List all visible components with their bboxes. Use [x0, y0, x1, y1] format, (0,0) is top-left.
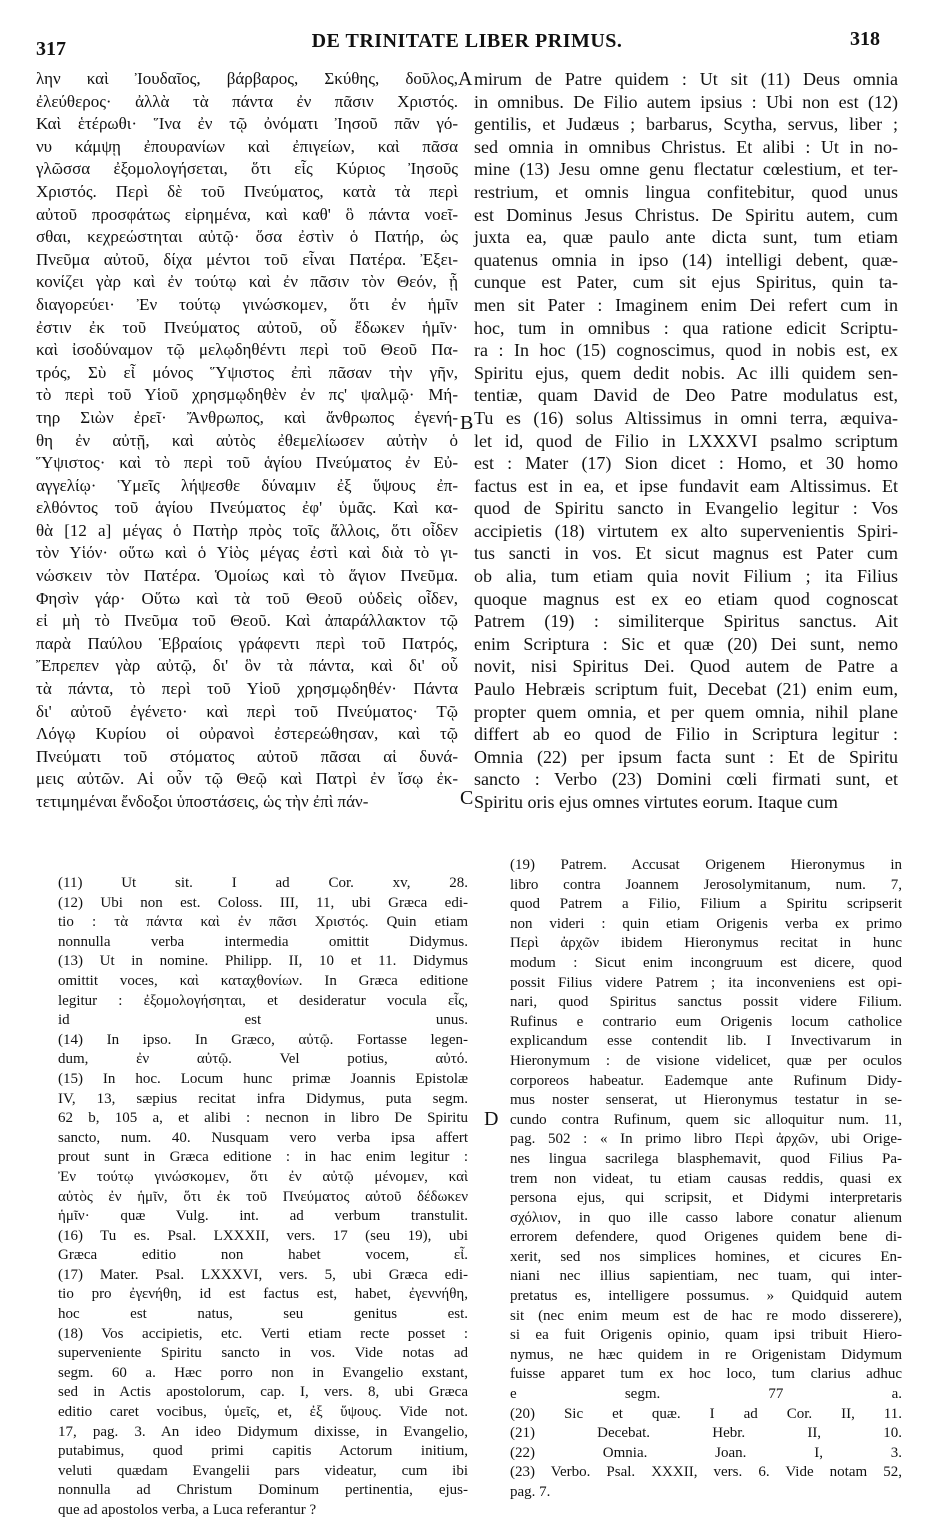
- footnote-line: modum : Sicut enim incongruum est dicere, quod: [510, 954, 902, 971]
- footnotes-left: [58, 874, 468, 1518]
- text-line: διαγορεύει· Ἐν τούτῳ γινώσκομεν, ὅτι ἐν ἡμῖν: [36, 294, 458, 314]
- footnote-line: si ea fuit Origenis opinio, quam ipsi tribuit Hiero-: [510, 1327, 902, 1344]
- footnote-line: αὐτὸς ἐν ἡμῖν, ὅτι ἐκ τοῦ Πνεύματος αὐτοῦ δέδωκεν: [58, 1188, 468, 1205]
- footnote-line: nonnulla ad Christum Dominum pertinentia, ejus-: [58, 1482, 468, 1499]
- footnote-line: id est unus.: [58, 1012, 468, 1029]
- text-line: men sit Pater : Imaginem enim Dei refert cum in: [474, 294, 898, 315]
- text-line: Καὶ ἑτέρωθι· Ἵνα ἐν τῷ ὀνόματι Ἰησοῦ πᾶν γό-: [36, 114, 458, 134]
- text-line: Πνεῦμα αὐτοῦ, δίχα μέντοι τοῦ εἶναι Πατέρα. Ἐξει-: [36, 249, 458, 269]
- text-line: τετιμημέναι ἔνδοξοι ὑποστάσεις, ὡς τὴν ἐπὶ πάν-: [36, 792, 369, 811]
- footnote-line: (23) Verbo. Psal. XXXII, vers. 6. Vide notam 52,: [510, 1464, 902, 1481]
- text-line: propter quem omnia, et per quem omnia, nihil plane: [474, 701, 898, 722]
- footnote-line: nymus, ne hæc quidem in re Origenistam Didymum: [510, 1346, 902, 1363]
- text-line: δι' αὐτοῦ ἐγένετο· καὶ περὶ τοῦ Πνεύματος· Τῷ: [36, 701, 458, 721]
- text-line: novit, nisi Spiritus Dei. Quod autem de Patre a: [474, 656, 898, 677]
- text-line: quod de Spiritu sancto in Evangelio legitur : Vos: [474, 498, 898, 519]
- footnote-line: (20) Sic et quæ. I ad Cor. II, 11.: [510, 1405, 902, 1422]
- text-line: tus sancti in vos. Et sicut magnus est Pater cum: [474, 543, 898, 564]
- footnote-line: mus noster senserat, ut Hieronymus testatur in se-: [510, 1092, 902, 1109]
- footnote-line: Hieronymum : de visione videlicet, quæ per oculos: [510, 1052, 902, 1069]
- footnote-line: pretatus es, intelligere possumus. » Quidquid autem: [510, 1288, 902, 1305]
- footnote-line: Περὶ ἀρχῶν ibidem Hieronymus recitat in hunc: [510, 935, 902, 952]
- text-line: cunque est Pater, cum sit ejus Spiritus, quin ta-: [474, 272, 898, 293]
- text-line: est : Mater (17) Sion dicet : Homo, et 30 homo: [474, 453, 898, 474]
- footnote-line: nes lingua sacrilega blasphemavit, quod Filius Pa-: [510, 1150, 902, 1167]
- footnote-line: 17, pag. 3. An ideo Didymum dixisse, in Evangelio,: [58, 1423, 468, 1440]
- footnote-line: libro contra Joannem Jerosolymitanum, num. 7,: [510, 876, 902, 893]
- text-line: Ὕψιστος· καὶ τὸ περὶ τοῦ ἁγίου Πνεύματος ἐν Εὐ-: [36, 453, 458, 473]
- footnote-line: σχόλιον, in quo ille casso labore conatur alienum: [510, 1209, 902, 1226]
- margin-marker-b: B: [460, 412, 474, 434]
- text-line: enim Scriptura : Sic et quæ (20) Dei sunt, nemo: [474, 633, 898, 654]
- footnote-line: hoc est natus, seu genitus est.: [58, 1306, 468, 1323]
- footnote-line: (12) Ubi non est. Coloss. III, 11, ubi Græca edi-: [58, 894, 468, 911]
- footnote-line: (16) Tu es. Psal. LXXXII, vers. 17 (seu 19), ubi: [58, 1227, 468, 1244]
- text-line: Paulo Hebræis scriptum fuit, Decebat (21) enim eum,: [474, 679, 898, 700]
- footnote-line: xerit, sed nos simplices homines, et cicures En-: [510, 1248, 902, 1265]
- text-line: θη ἐν αὐτῇ, καὶ αὐτὸς ἐθεμελίωσεν αὐτὴν ὁ: [36, 430, 458, 450]
- text-line: gentilis, et Judæus ; barbarus, Scytha, servus, liber ;: [474, 114, 898, 135]
- footnote-line: nari, quod Spiritus sanctus possit videre Filium.: [510, 994, 902, 1011]
- footnote-line: sed in Actis apostolorum, cap. I, vers. 8, ubi Græca: [58, 1384, 468, 1401]
- footnote-line: (14) In ipso. In Græco, αὐτῷ. Fortasse legen-: [58, 1031, 468, 1048]
- footnote-line: (15) In hoc. Locum hunc primæ Joannis Epistolæ: [58, 1070, 468, 1087]
- text-line: Ἔπρεπεν γὰρ αὐτῷ, δι' ὃν τὰ πάντα, καὶ δι' οὗ: [36, 656, 458, 676]
- text-line: αγγελίῳ· Ὑμεῖς λήψεσθε δύναμιν ἐξ ὕψους ἐπ-: [36, 475, 458, 495]
- text-line: μεις αὐτῶν. Αἱ οὖν τῷ Θεῷ καὶ Πατρὶ ἐν ἴσῳ ἐκ-: [36, 769, 458, 789]
- footnote-line: quod Patrem a Filio, Filium a Spiritu scripserit: [510, 896, 902, 913]
- margin-marker-d: D: [484, 1108, 499, 1130]
- footnote-line: (22) Omnia. Joan. I, 3.: [510, 1444, 902, 1461]
- text-line: accipietis (18) virtutem ex alto supervenientis Spiri-: [474, 520, 898, 541]
- footnote-line: 62 b, 105 a, et alibi : necnon in libro De Spiritu: [58, 1110, 468, 1127]
- margin-marker-c: C: [460, 787, 474, 809]
- footnote-line: non videri : quin etiam Origenis verba ex primo: [510, 915, 902, 932]
- page-number-right: 318: [850, 28, 880, 50]
- text-line: quatenus omnia in ipso (14) intelligi debent, quæ-: [474, 249, 898, 270]
- text-line: παρὰ Παύλου Ἑβραίοις γράφεντι περὶ τοῦ Πατρός,: [36, 633, 458, 653]
- text-line: τρός, Σὺ εἶ μόνος Ὕψιστος ἐπὶ πᾶσαν τὴν γῆν,: [36, 362, 458, 382]
- text-line: juxta ea, quæ paulo ante dicta sunt, tum etiam: [474, 227, 898, 248]
- text-line: restrium, et omnis lingua confitebitur, quod unus: [474, 181, 898, 202]
- text-line: Λόγῳ Κυρίου οἱ οὐρανοὶ ἐστερεώθησαν, καὶ τῷ: [36, 724, 458, 744]
- margin-marker-a: A: [458, 68, 473, 90]
- text-line: Χριστός. Περὶ δὲ τοῦ Πνεύματος, κατὰ τὰ περὶ: [36, 181, 458, 201]
- footnote-line: que ad apostolos verba, a Luca referantur ?: [58, 1502, 317, 1518]
- footnote-line: (18) Vos accipietis, etc. Verti etiam recte posset :: [58, 1325, 468, 1342]
- footnote-line: tio pro ἐγενήθη, id est factus est, habet, ἐγεννήθη,: [58, 1286, 468, 1303]
- footnote-line: (19) Patrem. Accusat Origenem Hieronymus in: [510, 857, 902, 873]
- footnotes-right: [510, 856, 902, 1500]
- footnote-line: pag. 7.: [510, 1484, 551, 1500]
- footnote-line: persona ejus, qui scripsit, et Didymi interpretaris: [510, 1190, 902, 1207]
- text-line: νυ κάμψῃ ἐπουρανίων καὶ ἐπιγείων, καὶ πᾶσα: [36, 136, 458, 156]
- latin-text-column: [474, 68, 898, 868]
- text-line: sancto : Verbo (23) Domini cœli firmati sunt, et: [474, 769, 898, 790]
- footnote-line: segm. 60 a. Hæc porro non in Evangelio exstant,: [58, 1364, 468, 1381]
- text-line: τηρ Σιὼν ἐρεῖ· Ἄνθρωπος, καὶ ἄνθρωπος ἐγενή-: [36, 407, 458, 427]
- footnote-line: legitur : ἐξομολογήσηται, et desideratur vocula εἷς,: [58, 992, 468, 1009]
- footnote-line: sancto, num. 40. Nusquam vero verba ipsa affert: [58, 1129, 468, 1146]
- text-line: Patrem (19) : similiterque Spiritus sanctus. Ait: [474, 611, 898, 632]
- running-title: DE TRINITATE LIBER PRIMUS.: [311, 30, 623, 52]
- footnote-line: IV, 13, sæpius recitat infra Didymus, puta segm.: [58, 1090, 468, 1107]
- footnote-line: editio caret vocibus, ὑμεῖς, et, ἐξ ὕψους. Vide not.: [58, 1404, 468, 1421]
- text-line: ἐστιν ἐκ τοῦ Πνεύματος αὐτοῦ, οὗ ἔδωκεν ἡμῖν·: [36, 317, 458, 337]
- footnote-line: pag. 502 : « In primo libro Περὶ ἀρχῶν, ubi Orige-: [510, 1131, 902, 1148]
- text-line: Tu es (16) solus Altissimus in omni terra, æquiva-: [474, 407, 898, 428]
- text-line: factus est in ea, et ipse fundavit eam Altissimus. Et: [474, 475, 898, 496]
- footnote-line: corporeos habeatur. Eademque ante Rufinum Didy-: [510, 1072, 902, 1089]
- text-line: καὶ ἰσοδύναμον τῷ μελῳδηθέντι περὶ τοῦ Θεοῦ Πα-: [36, 340, 458, 360]
- text-line: νώσκειν τὸν Πατέρα. Ὁμοίως καὶ τὸ ἅγιον Πνεῦμα.: [36, 566, 458, 586]
- page-number-left: 317: [36, 38, 66, 60]
- footnote-line: (13) Ut in nomine. Philipp. II, 10 et 11. Didymus: [58, 953, 468, 970]
- footnote-line: Græca editio non habet vocem, εἶ.: [58, 1247, 468, 1264]
- footnote-line: possit Filius videre Patrem ; ita inconveniens est opi-: [510, 974, 902, 991]
- footnote-line: ἡμῖν· quæ Vulg. int. ad verbum transtulit.: [58, 1208, 468, 1225]
- footnote-line: nonnulla verba intermedia omittit Didymus.: [58, 933, 468, 950]
- text-line: mine (13) Jesu omne genu flectatur cœlestium, et ter-: [474, 159, 898, 180]
- footnote-line: dum, ἐν αὐτῷ. Vel potius, αὐτό.: [58, 1051, 468, 1068]
- text-line: τὰ πάντα, τὸ περὶ τοῦ Υἱοῦ χρησμῳδηθέν· Πάντα: [36, 679, 458, 699]
- footnote-line: veluti quædam Evangelii pars videatur, cum ibi: [58, 1462, 468, 1479]
- text-line: sed omnia in omnibus Christus. Et alibi : Ut in no-: [474, 136, 898, 157]
- footnote-line: omittit voces, καὶ καταχθονίων. In Græca editione: [58, 972, 468, 989]
- text-line: ἐλεύθερος· ἀλλὰ τὰ πάντα ἐν πᾶσιν Χριστός.: [36, 91, 458, 111]
- footnote-line: Ἐν τούτῳ γινώσκομεν, ὅτι ἐν αὐτῷ μένομεν, καὶ: [58, 1168, 468, 1185]
- text-line: θὰ [12 a] μέγας ὁ Πατὴρ πρὸς τοῖς ἄλλοις, ὅτι οἶδεν: [36, 520, 458, 540]
- text-line: let id, quod de Filio in LXXXVI psalmo scriptum: [474, 430, 898, 451]
- text-line: σθαι, κεχρεώστηται αὐτῷ· ὅσα ἐστὶν ὁ Πατήρ, ὡς: [36, 227, 458, 247]
- text-line: ra : In hoc (15) cognoscimus, quod in nobis est, ex: [474, 340, 898, 361]
- text-line: Spiritu oris ejus omnes virtutes eorum. Itaque cum: [474, 792, 838, 812]
- footnote-line: fuisse apparet tum ex hoc loco, tum clarius adhuc: [510, 1366, 902, 1383]
- text-line: Πνεύματι τοῦ στόματος αὐτοῦ πᾶσαι αἱ δυνά-: [36, 746, 458, 766]
- footnote-line: sit (nec enim meum est de hac re modo disserere),: [510, 1307, 902, 1324]
- text-line: in omnibus. De Filio autem ipsius : Ubi non est (12): [474, 91, 898, 112]
- footnote-line: Rufinus e contrario eum Origenis locum catholice: [510, 1013, 902, 1030]
- text-line: Spiritu ejus, quem dedit nobis. Ac illi quidem sen-: [474, 362, 898, 383]
- footnote-line: explicandum esse contendit lib. I Invectivarum in: [510, 1033, 902, 1050]
- text-line: αὐτοῦ προσφάτως εἰρημένα, καὶ καθ' ὃ πάντα νοεῖ-: [36, 204, 458, 224]
- text-line: ob alia, tum etiam quia novit Filium ; ita Filius: [474, 566, 898, 587]
- footnote-line: trem non videat, tu etiam causas reddis, quasi ex: [510, 1170, 902, 1187]
- text-line: Φησὶν γάρ· Οὕτω καὶ τὰ τοῦ Θεοῦ οὐδεὶς οἶδεν,: [36, 588, 458, 608]
- footnote-line: putabimus, quod primi capitis Actorum initium,: [58, 1443, 468, 1460]
- text-line: differt ab eo quod de Filio in Scriptura legitur :: [474, 724, 898, 745]
- text-line: hoc, tum in omnibus : qua ratione edicit Scriptu-: [474, 317, 898, 338]
- footnote-line: cundo contra Rufinum, quem sic alloquitur num. 11,: [510, 1111, 902, 1128]
- text-line: λην καὶ Ἰουδαῖος, βάρβαρος, Σκύθης, δοῦλος,: [36, 69, 458, 88]
- text-line: tentiæ, quam David de Deo Patre modulatus est,: [474, 385, 898, 406]
- footnote-line: superveniente Spiritu sancto in vos. Vide notas ad: [58, 1345, 468, 1362]
- footnote-line: (21) Decebat. Hebr. II, 10.: [510, 1425, 902, 1442]
- footnote-line: e segm. 77 a.: [510, 1386, 902, 1403]
- text-line: τὸν Υἱόν· οὕτω καὶ ὁ Υἱὸς μέγας ἐστὶ καὶ διὰ τὸ γι-: [36, 543, 458, 563]
- text-line: est Dominus Jesus Christus. De Spiritu autem, cum: [474, 204, 898, 225]
- text-line: κονίζει γὰρ καὶ ἐν τούτῳ καὶ ἐν πᾶσιν τὸν Θεόν, ᾗ: [36, 272, 458, 292]
- footnote-line: prout sunt in Græca editione : in hac enim legitur :: [58, 1149, 468, 1166]
- footnote-line: niani nec illius sapientiam, nec tuam, qui inter-: [510, 1268, 902, 1285]
- text-line: mirum de Patre quidem : Ut sit (11) Deus omnia: [474, 69, 898, 89]
- text-line: Omnia (22) per ipsum facta sunt : Et de Spiritu: [474, 746, 898, 767]
- footnote-line: (17) Mater. Psal. LXXXVI, vers. 5, ubi Græca edi-: [58, 1266, 468, 1283]
- greek-text-column: [36, 68, 458, 868]
- text-line: εἰ μὴ τὸ Πνεῦμα τοῦ Θεοῦ. Καὶ ἀπαράλλακτον τῷ: [36, 611, 458, 631]
- footnote-line: tio : τὰ πάντα καὶ ἐν πᾶσι Χριστός. Quin etiam: [58, 914, 468, 931]
- footnote-line: (11) Ut sit. I ad Cor. xv, 28.: [58, 875, 468, 891]
- text-line: ελθόντος τοῦ ἁγίου Πνεύματος ἐφ' ὑμᾶς. Καὶ κα-: [36, 498, 458, 518]
- text-line: quoque magnus est ex eo etiam quod cognoscat: [474, 588, 898, 609]
- text-line: τὸ περὶ τοῦ Υἱοῦ χρησμῳδηθὲν ἐν πς' ψαλμῷ· Μή-: [36, 385, 458, 405]
- text-line: γλῶσσα ἐξομολογήσεται, ὅτι εἷς Κύριος Ἰησοῦς: [36, 159, 458, 179]
- footnote-line: errorem defendere, quod Origenes quidem bene di-: [510, 1229, 902, 1246]
